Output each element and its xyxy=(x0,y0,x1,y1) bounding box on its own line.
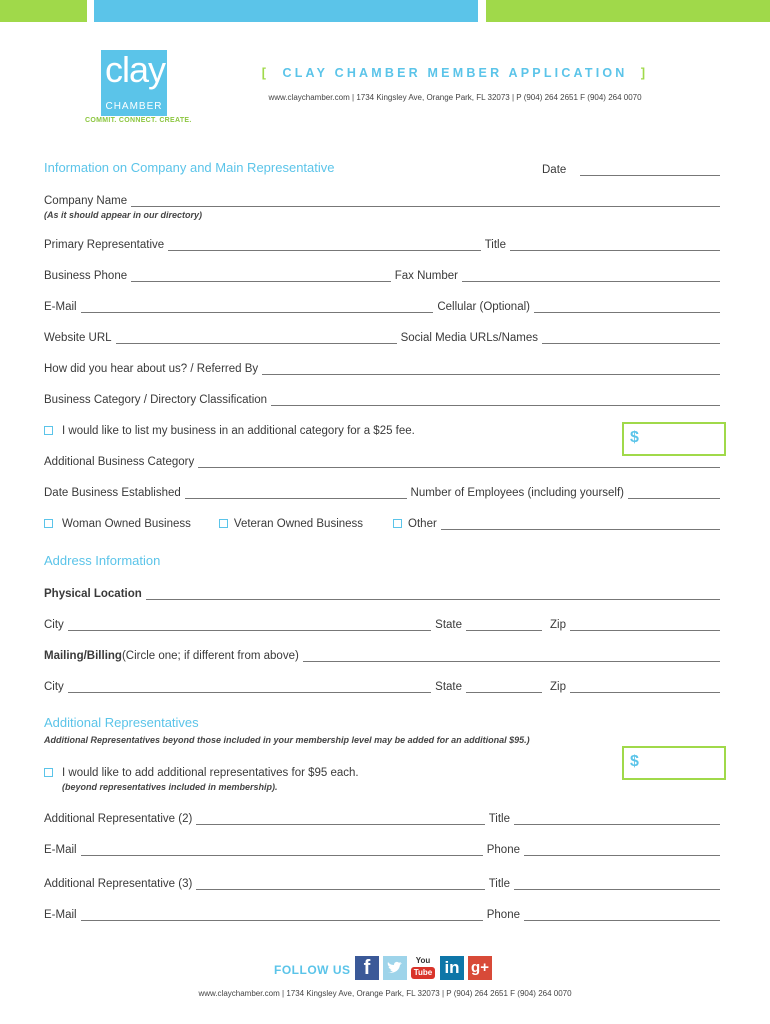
state-field-1[interactable] xyxy=(466,619,542,631)
woman-owned-checkbox[interactable] xyxy=(44,519,53,528)
top-bar-green-left xyxy=(0,0,87,22)
other-checkbox[interactable] xyxy=(393,519,402,528)
social-field[interactable] xyxy=(542,332,720,344)
reps-note: Additional Representatives beyond those included in your membership level may be added for an additional $95.) xyxy=(44,735,530,745)
business-phone-field[interactable] xyxy=(131,270,391,282)
employees-field[interactable] xyxy=(628,487,720,499)
hear-row: How did you hear about us? / Referred By xyxy=(44,359,724,375)
rep2-field[interactable] xyxy=(196,813,484,825)
rep2-row: Additional Representative (2) Title xyxy=(44,809,724,825)
website-row: Website URL Social Media URLs/Names xyxy=(44,328,724,344)
rep2-email-field[interactable] xyxy=(81,844,483,856)
rep2-phone-field[interactable] xyxy=(524,844,720,856)
city-row-2: City State Zip xyxy=(44,677,724,693)
company-name-field[interactable] xyxy=(131,195,720,207)
additional-category-row: Additional Business Category xyxy=(44,452,724,468)
category-field[interactable] xyxy=(271,394,720,406)
mailing-field[interactable] xyxy=(303,650,720,662)
additional-reps-checkbox[interactable] xyxy=(44,768,53,777)
rep3-title-field[interactable] xyxy=(514,878,720,890)
city-field-2[interactable] xyxy=(68,681,431,693)
reps-check-row: I would like to add additional representatives for $95 each. xyxy=(44,763,604,779)
city-field-1[interactable] xyxy=(68,619,431,631)
facebook-icon[interactable]: f xyxy=(355,956,379,980)
logo-name: clay xyxy=(104,49,166,90)
mailing-row: Mailing/Billing (Circle one; if different from above) xyxy=(44,646,724,662)
logo-sub: CHAMBER xyxy=(105,101,163,112)
phone-row: Business Phone Fax Number xyxy=(44,266,724,282)
section-company-title: Information on Company and Main Representative xyxy=(44,160,335,175)
rep3-email-row: E-Mail Phone xyxy=(44,905,724,921)
established-row: Date Business Established Number of Employees (including yourself) xyxy=(44,483,724,499)
zip-field-1[interactable] xyxy=(570,619,720,631)
top-bar-blue xyxy=(94,0,478,22)
top-bar-green-right xyxy=(486,0,770,22)
section-reps-title: Additional Representatives xyxy=(44,715,199,730)
date-row: Date xyxy=(542,160,724,176)
header-address: www.claychamber.com | 1734 Kingsley Ave, Orange Park, FL 32073 | P (904) 264 2651 F (904) 264 0070 xyxy=(268,93,642,102)
state-field-2[interactable] xyxy=(466,681,542,693)
linkedin-icon[interactable]: in xyxy=(440,956,464,980)
rep3-row: Additional Representative (3) Title xyxy=(44,874,724,890)
footer-address: www.claychamber.com | 1734 Kingsley Ave, Orange Park, FL 32073 | P (904) 264 2651 F (904) 264 0070 xyxy=(198,989,572,998)
other-field[interactable] xyxy=(441,518,720,530)
rep3-email-field[interactable] xyxy=(81,909,483,921)
page-title: [ CLAY CHAMBER MEMBER APPLICATION ] xyxy=(261,66,649,80)
city-row-1: City State Zip xyxy=(44,615,724,631)
fax-field[interactable] xyxy=(462,270,720,282)
rep2-email-row: E-Mail Phone xyxy=(44,840,724,856)
rep3-phone-field[interactable] xyxy=(524,909,720,921)
zip-field-2[interactable] xyxy=(570,681,720,693)
physical-location-field[interactable] xyxy=(146,588,720,600)
company-name-note: (As it should appear in our directory) xyxy=(44,210,203,220)
additional-category-field[interactable] xyxy=(198,456,720,468)
email-row: E-Mail Cellular (Optional) xyxy=(44,297,724,313)
category-row: Business Category / Directory Classification xyxy=(44,390,724,406)
additional-category-checkbox[interactable] xyxy=(44,426,53,435)
reps-check-note: (beyond representatives included in membership). xyxy=(62,782,278,792)
physical-row: Physical Location xyxy=(44,584,724,600)
primary-rep-field[interactable] xyxy=(168,239,481,251)
section-address-title: Address Information xyxy=(44,553,161,568)
follow-us-label: FOLLOW US xyxy=(274,963,351,977)
rep3-field[interactable] xyxy=(196,878,484,890)
referred-by-field[interactable] xyxy=(262,363,720,375)
email-field[interactable] xyxy=(81,301,434,313)
youtube-icon[interactable]: You Tube xyxy=(411,956,435,980)
website-field[interactable] xyxy=(116,332,397,344)
cellular-field[interactable] xyxy=(534,301,720,313)
google-plus-icon[interactable]: g+ xyxy=(468,956,492,980)
ownership-row: Woman Owned Business Veteran Owned Business Other xyxy=(44,514,724,530)
veteran-owned-checkbox[interactable] xyxy=(219,519,228,528)
primary-rep-row: Primary Representative Title xyxy=(44,235,724,251)
logo-tagline: COMMIT. CONNECT. CREATE. xyxy=(85,117,192,124)
date-established-field[interactable] xyxy=(185,487,407,499)
category-fee-box[interactable]: $ xyxy=(622,422,726,456)
twitter-icon[interactable] xyxy=(383,956,407,980)
rep2-title-field[interactable] xyxy=(514,813,720,825)
date-field[interactable] xyxy=(580,164,720,176)
reps-fee-box[interactable]: $ xyxy=(622,746,726,780)
company-name-row: Company Name xyxy=(44,191,724,207)
primary-rep-title-field[interactable] xyxy=(510,239,720,251)
additional-category-check-row: I would like to list my business in an additional category for a $25 fee. xyxy=(44,421,604,437)
